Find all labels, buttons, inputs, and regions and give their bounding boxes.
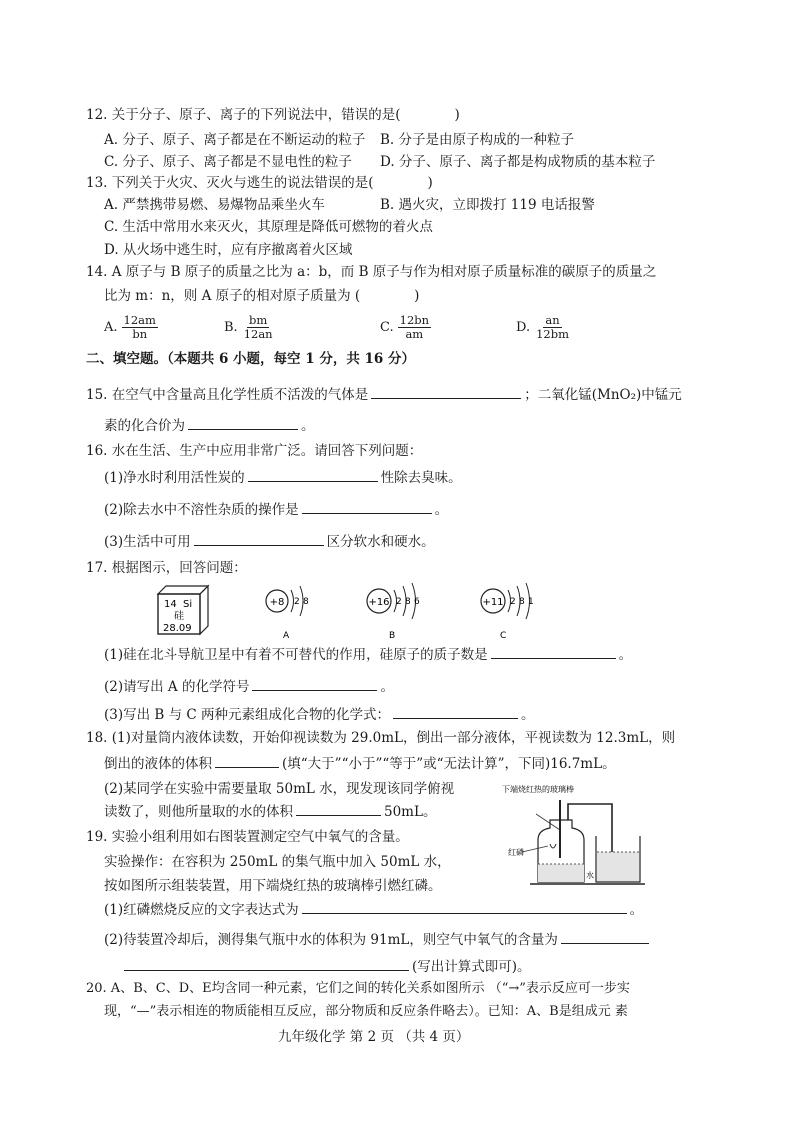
q12-stem: 12. 关于分子、原子、离子的下列说法中，错误的是( ) <box>86 107 460 123</box>
q17-figure <box>150 580 570 642</box>
silicon-atomic-mass: 28.09 <box>163 623 192 634</box>
q19-part1: (1)红磷燃烧反应的文字表达式为 。 <box>104 902 644 918</box>
q19-part2-line2: (写出计算式即可)。 <box>104 957 531 976</box>
q14-option-c: C. $\frac{12bn}{am}$ <box>380 313 430 341</box>
atom-b-shell2: 8 <box>405 597 411 607</box>
q12-option-c: C. 分子、原子、离子都是不显电性的粒子 <box>104 154 352 170</box>
silicon-atomic-number: 14 <box>164 599 177 610</box>
q19-stem: 19. 实验小组利用如右图装置测定空气中氧气的含量。 <box>86 829 409 845</box>
q13-option-c: C. 生活中常用水来灭火，其原理是降低可燃物的着火点 <box>104 219 433 235</box>
q14-option-a: A. $\frac{12am}{bn}$ <box>104 313 156 341</box>
atom-a-nucleus: +8 <box>269 597 285 608</box>
q19-blank-1[interactable] <box>302 900 627 914</box>
q19-blank-2-continued[interactable] <box>124 957 409 971</box>
atom-a-label: A <box>283 631 290 641</box>
q15-line1: 15. 在空气中含量高且化学性质不活泼的气体是 ；二氧化锰(MnO₂)中锰元 <box>86 387 682 403</box>
q15-blank-1[interactable] <box>371 385 521 399</box>
q19-operation-line1: 实验操作：在容积为 250mL 的集气瓶中加入 50mL 水， <box>104 854 451 870</box>
q15-blank-2[interactable] <box>188 416 298 430</box>
q20-line2: 现，“—”表示相连的物质能相互反应，部分物质和反应条件略去）。已知：A、B是组成元 素 <box>104 1004 628 1019</box>
q20-line1: 20. A、B、C、D、E均含同一种元素，它们之间的转化关系如图所示 （“→”表示反应可一步实 <box>86 981 630 996</box>
q19-operation-line2: 按如图所示组装装置，用下端烧红热的玻璃棒引燃红磷。 <box>104 878 442 894</box>
apparatus-water-label: 水 <box>586 871 594 880</box>
atom-b-shell3: 6 <box>414 597 420 607</box>
q16-part3: (3)生活中可用 区分软水和硬水。 <box>104 534 435 550</box>
q18-blank-1[interactable] <box>215 754 279 768</box>
page-footer: 九年级化学 第 2 页 （共 4 页） <box>278 1029 470 1045</box>
q13-stem: 13. 下列关于火灾、灭火与逃生的说法错误的是( ) <box>86 175 433 191</box>
q18-line2: 倒出的液体的体积 (填“大于”“小于”“等于”或“无法计算”，下同)16.7mL。 <box>104 756 616 772</box>
q18-line4: 读数了，则他所量取的水的体积 50mL。 <box>104 804 437 820</box>
q16-blank-3[interactable] <box>194 532 324 546</box>
oxygen-measurement-apparatus <box>500 782 650 892</box>
q17-blank-1[interactable] <box>491 645 616 659</box>
q17-part2: (2)请写出 A 的化学符号 。 <box>104 679 394 695</box>
atom-c-shell3: 1 <box>528 597 534 607</box>
q13-option-a: A. 严禁携带易燃、易爆物品乘坐火车 <box>104 197 325 213</box>
q18-line3: (2)某同学在实验中需要量取 50mL 水，现发现该同学俯视 <box>104 781 455 797</box>
atom-a-shell1: 2 <box>294 597 300 607</box>
silicon-element-cell <box>158 586 208 634</box>
atom-c-nucleus: +11 <box>482 597 504 608</box>
atom-c-shell2: 8 <box>519 597 525 607</box>
q17-part1: (1)硅在北斗导航卫星中有着不可替代的作用，硅原子的质子数是 。 <box>104 647 633 663</box>
q14-stem-line1: 14. A 原子与 B 原子的质量之比为 a：b，而 B 原子与作为相对原子质量标准的碳原子的质量之 <box>86 264 657 280</box>
section-title-fill-in: 二、填空题。（本题共 6 小题，每空 1 分，共 16 分） <box>86 351 416 367</box>
atom-b-nucleus: +16 <box>368 597 390 608</box>
q16-blank-1[interactable] <box>248 468 378 482</box>
q17-blank-3[interactable] <box>393 705 518 719</box>
q16-stem: 16. 水在生活、生产中应用非常广泛。请回答下列问题： <box>86 443 423 459</box>
q18-line1: 18. (1)对量筒内液体读数，开始仰视读数为 29.0mL，倒出一部分液体，平视读数为 12.3mL，则 <box>86 730 676 746</box>
atom-a-shell2: 8 <box>303 597 309 607</box>
q16-part2: (2)除去水中不溶性杂质的操作是 。 <box>104 502 449 518</box>
atom-c-shell1: 2 <box>510 597 516 607</box>
q18-blank-2[interactable] <box>296 802 381 816</box>
q17-stem: 17. 根据图示，回答问题： <box>86 560 247 576</box>
q13-option-d: D. 从火场中逃生时，应有序撤离着火区域 <box>104 242 353 258</box>
q16-blank-2[interactable] <box>302 500 432 514</box>
apparatus-phosphorus-label: 红磷 <box>508 848 524 857</box>
atom-diagram-b <box>367 583 420 619</box>
q17-blank-2[interactable] <box>252 677 377 691</box>
atom-diagram-c <box>481 583 534 619</box>
q14-option-d: D. $\frac{an}{12bm}$ <box>516 313 569 341</box>
q12-option-d: D. 分子、原子、离子都是构成物质的基本粒子 <box>380 154 656 170</box>
atom-b-shell1: 2 <box>396 597 402 607</box>
silicon-name: 硅 <box>174 611 184 622</box>
q17-part3: (3)写出 B 与 C 两种元素组成化合物的化学式： 。 <box>104 707 535 723</box>
q13-option-b: B. 遇火灾，立即拨打 119 电话报警 <box>380 197 595 213</box>
atom-diagram-a <box>266 586 309 616</box>
atom-c-label: C <box>500 631 507 641</box>
q12-option-a: A. 分子、原子、离子都是在不断运动的粒子 <box>104 132 366 148</box>
q14-stem-line2: 比为 m：n，则 A 原子的相对原子质量为 ( ) <box>104 288 420 304</box>
q16-part1: (1)净水时利用活性炭的 性除去臭味。 <box>104 470 462 486</box>
atom-b-label: B <box>389 631 396 641</box>
q14-option-b: B. $\frac{bm}{12an}$ <box>224 313 273 341</box>
q19-part2-line1: (2)待装置冷却后，测得集气瓶中水的体积为 91mL，则空气中氧气的含量为 <box>104 930 652 949</box>
q15-line2: 素的化合价为 。 <box>104 418 315 434</box>
apparatus-rod-label: 下端烧红热的玻璃棒 <box>502 785 574 794</box>
q19-blank-2[interactable] <box>561 930 649 944</box>
q12-option-b: B. 分子是由原子构成的一种粒子 <box>380 132 575 148</box>
silicon-symbol: Si <box>183 599 193 610</box>
